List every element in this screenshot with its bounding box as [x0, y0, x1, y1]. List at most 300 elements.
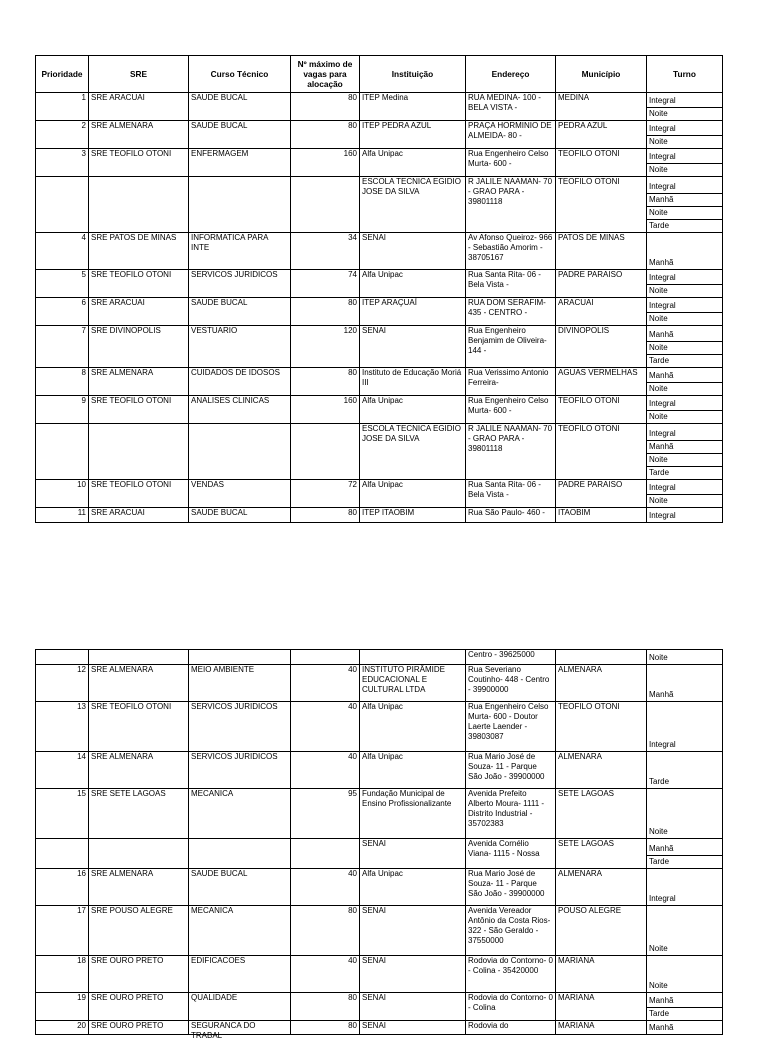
sre-cell-text: SRE PATOS DE MINAS [91, 233, 177, 242]
endereco-cell [466, 149, 556, 177]
sre-cell-text: SRE ALMENARA [91, 869, 154, 878]
table-row [36, 326, 723, 368]
sre-cell-text: SRE ALMENARA [91, 368, 154, 377]
turno-value: Integral [649, 483, 676, 492]
turno-value: Integral [649, 740, 676, 749]
municipio-cell-text: ITAOBIM [558, 508, 591, 517]
curso-cell [189, 326, 291, 368]
endereco-cell [466, 869, 556, 906]
municipio-cell-text: SETE LAGOAS [558, 839, 615, 848]
turno-value: Noite [647, 382, 722, 395]
municipio-cell [556, 665, 647, 702]
endereco-cell [466, 326, 556, 368]
instituicao-cell-text: SENAI [362, 839, 387, 848]
vagas-cell-text: 80 [348, 121, 357, 130]
instituicao-cell-text: Alfa Unipac [362, 396, 403, 405]
municipio-cell [556, 396, 647, 424]
curso-cell-text: CUIDADOS DE IDOSOS [191, 368, 280, 377]
table-row [36, 906, 723, 956]
endereco-cell-text: Rua Santa Rita- 06 - Bela Vista - [468, 270, 541, 289]
prioridade-cell [36, 839, 89, 869]
turno-cell [647, 298, 723, 326]
table-row [36, 424, 723, 480]
vagas-cell [291, 1021, 360, 1035]
prioridade-cell [36, 270, 89, 298]
municipio-cell [556, 906, 647, 956]
vagas-cell-text: 95 [348, 789, 357, 798]
municipio-cell-text: PADRE PARAISO [558, 270, 623, 279]
sre-cell-text: SRE TEOFILO OTONI [91, 480, 172, 489]
sre-cell [89, 298, 189, 326]
municipio-cell-text: PATOS DE MINAS [558, 233, 625, 242]
municipio-cell [556, 368, 647, 396]
vagas-cell-text: 80 [348, 298, 357, 307]
header-prioridade: Prioridade [36, 56, 89, 93]
endereco-cell-text: Avenida Cornélio Viana- 1115 - Nossa [468, 839, 540, 858]
sre-cell [89, 508, 189, 523]
header-endereco: Endereço [466, 56, 556, 93]
municipio-cell [556, 298, 647, 326]
instituicao-cell-text: Alfa Unipac [362, 480, 403, 489]
turno-value: Manhã [649, 690, 674, 699]
prioridade-cell [36, 702, 89, 752]
instituicao-cell-text: ESCOLA TECNICA EGIDIO JOSE DA SILVA [362, 177, 461, 196]
prioridade-cell-text: 3 [81, 149, 86, 158]
sre-cell [89, 326, 189, 368]
municipio-cell [556, 1021, 647, 1035]
prioridade-cell-text: 10 [77, 480, 86, 489]
prioridade-cell [36, 368, 89, 396]
vagas-cell [291, 665, 360, 702]
municipio-cell [556, 233, 647, 270]
instituicao-cell-text: INSTITUTO PIRÂMIDE EDUCACIONAL E CULTURAL LTDA [362, 665, 445, 694]
turno-value: Noite [647, 312, 722, 325]
instituicao-cell-text: ITEP ARAÇUAÍ [362, 298, 417, 307]
vagas-cell-text: 40 [348, 752, 357, 761]
table-row [36, 368, 723, 396]
turno-value: Manhã [649, 258, 674, 267]
municipio-cell [556, 993, 647, 1021]
turno-cell [647, 993, 723, 1021]
header-municipio: Município [556, 56, 647, 93]
municipio-cell-text: TEOFILO OTONI [558, 149, 620, 158]
turno-value: Noite [647, 453, 722, 466]
prioridade-cell [36, 121, 89, 149]
vagas-cell-text: 80 [348, 508, 357, 517]
sre-cell-text: SRE ALMENARA [91, 665, 154, 674]
allocation-table-page-2 [35, 649, 723, 1040]
turno-value: Integral [649, 96, 676, 105]
municipio-cell [556, 424, 647, 480]
municipio-cell-text: POUSO ALEGRE [558, 906, 622, 915]
turno-cell [647, 508, 723, 523]
endereco-cell-text: Rua Mario José de Souza- 11 - Parque São João - 39900000 [468, 869, 545, 898]
vagas-cell [291, 233, 360, 270]
curso-cell [189, 93, 291, 121]
instituicao-cell [360, 396, 466, 424]
instituicao-cell [360, 665, 466, 702]
header-turno: Turno [647, 56, 723, 93]
turno-value: Noite [649, 944, 668, 953]
endereco-cell-text: Rua Severiano Coutinho- 448 - Centro - 39900000 [468, 665, 550, 694]
endereco-cell [466, 177, 556, 233]
curso-cell [189, 368, 291, 396]
turno-cell [647, 956, 723, 993]
prioridade-cell-text: 13 [77, 702, 86, 711]
endereco-cell [466, 839, 556, 869]
prioridade-cell [36, 424, 89, 480]
curso-cell-text: SERVICOS JURIDICOS [191, 702, 278, 711]
prioridade-cell [36, 752, 89, 789]
instituicao-cell [360, 368, 466, 396]
turno-value: Tarde [647, 219, 722, 232]
endereco-cell [466, 424, 556, 480]
instituicao-cell [360, 233, 466, 270]
prioridade-cell-text: 7 [81, 326, 86, 335]
vagas-cell-text: 40 [348, 665, 357, 674]
municipio-cell-text: MEDINA [558, 93, 590, 102]
curso-cell-text: VENDAS [191, 480, 224, 489]
sre-cell [89, 702, 189, 752]
instituicao-cell-text: SENAI [362, 326, 387, 335]
turno-value: Tarde [647, 466, 722, 479]
endereco-cell-text: PRAÇA HORMINIO DE ALMEIDA- 80 - [468, 121, 552, 140]
instituicao-cell [360, 121, 466, 149]
prioridade-cell [36, 93, 89, 121]
instituicao-cell-text: Alfa Unipac [362, 270, 403, 279]
endereco-cell [466, 993, 556, 1021]
table-row [36, 956, 723, 993]
curso-cell [189, 869, 291, 906]
endereco-cell-text: Av Afonso Queiroz- 966 - Sebastião Amorim - 38705167 [468, 233, 553, 262]
instituicao-cell [360, 906, 466, 956]
turno-value: Integral [649, 429, 676, 438]
endereco-cell [466, 121, 556, 149]
endereco-cell-text: Avenida Vereador Antônio da Costa Rios- 322 - São Geraldo - 37550000 [468, 906, 551, 945]
prioridade-cell [36, 665, 89, 702]
municipio-cell [556, 956, 647, 993]
municipio-cell-text: MARIANA [558, 1021, 595, 1030]
curso-cell-text: MECANICA [191, 906, 234, 915]
turno-cell [647, 1021, 723, 1035]
endereco-cell-text: Rua Verissimo Antonio Ferreira- [468, 368, 549, 387]
endereco-cell-text: R JALILE NAAMAN- 70 - GRAO PARA - 39801118 [468, 177, 553, 206]
prioridade-cell-text: 12 [77, 665, 86, 674]
sre-cell [89, 177, 189, 233]
municipio-cell [556, 480, 647, 508]
endereco-cell [466, 752, 556, 789]
curso-cell-text: QUALIDADE [191, 993, 238, 1002]
prioridade-cell [36, 298, 89, 326]
prioridade-cell [36, 1021, 89, 1035]
turno-cell [647, 702, 723, 752]
sre-cell [89, 149, 189, 177]
vagas-cell-text: 72 [348, 480, 357, 489]
endereco-cell-text: Centro - 39625000 [468, 650, 535, 659]
curso-cell-text: SAUDE BUCAL [191, 93, 248, 102]
endereco-cell [466, 270, 556, 298]
sre-cell-text: SRE ALMENARA [91, 121, 154, 130]
vagas-cell [291, 424, 360, 480]
instituicao-cell [360, 326, 466, 368]
curso-cell-text: ENFERMAGEM [191, 149, 249, 158]
curso-cell [189, 702, 291, 752]
endereco-cell [466, 396, 556, 424]
instituicao-cell-text: SENAI [362, 993, 387, 1002]
endereco-cell-text: RUA MEDINA- 100 - BELA VISTA - [468, 93, 541, 112]
turno-cell [647, 906, 723, 956]
sre-cell-text: SRE TEOFILO OTONI [91, 149, 172, 158]
vagas-cell-text: 74 [348, 270, 357, 279]
vagas-cell [291, 149, 360, 177]
sre-cell [89, 789, 189, 839]
prioridade-cell-text: 4 [81, 233, 86, 242]
curso-cell [189, 839, 291, 869]
vagas-cell [291, 326, 360, 368]
prioridade-cell-text: 6 [81, 298, 86, 307]
turno-value: Noite [647, 410, 722, 423]
curso-cell [189, 424, 291, 480]
table-row [36, 869, 723, 906]
curso-cell-text: EDIFICACOES [191, 956, 246, 965]
sre-cell [89, 121, 189, 149]
endereco-cell-text: Rua Santa Rita- 06 - Bela Vista - [468, 480, 541, 499]
vagas-cell-text: 40 [348, 702, 357, 711]
sre-cell-text: SRE ARACUAI [91, 298, 145, 307]
vagas-cell [291, 270, 360, 298]
turno-value: Manhã [649, 844, 674, 853]
municipio-cell-text: ALMENARA [558, 665, 603, 674]
vagas-cell [291, 508, 360, 523]
instituicao-cell [360, 508, 466, 523]
sre-cell [89, 956, 189, 993]
sre-cell [89, 993, 189, 1021]
prioridade-cell [36, 906, 89, 956]
vagas-cell-text: 40 [348, 956, 357, 965]
endereco-cell-text: Rodovia do [468, 1021, 509, 1030]
prioridade-cell [36, 326, 89, 368]
instituicao-cell-text: SENAI [362, 1021, 387, 1030]
curso-cell-text: INFORMATICA PARA INTE [191, 233, 269, 252]
vagas-cell [291, 839, 360, 869]
turno-value: Noite [647, 284, 722, 297]
prioridade-cell [36, 789, 89, 839]
turno-value: Noite [649, 981, 668, 990]
table-row [36, 480, 723, 508]
prioridade-cell-text: 8 [81, 368, 86, 377]
endereco-cell [466, 368, 556, 396]
instituicao-cell-text: ITEP ITAOBIM [362, 508, 415, 517]
endereco-cell [466, 665, 556, 702]
vagas-cell-text: 80 [348, 993, 357, 1002]
prioridade-cell-text: 2 [81, 121, 86, 130]
vagas-cell [291, 906, 360, 956]
table-row [36, 650, 723, 665]
endereco-cell [466, 702, 556, 752]
curso-cell [189, 121, 291, 149]
curso-cell-text: MECANICA [191, 789, 234, 798]
municipio-cell-text: PADRE PARAISO [558, 480, 623, 489]
endereco-cell-text: Rua Engenheiro Celso Murta- 600 - [468, 149, 549, 168]
turno-cell [647, 270, 723, 298]
turno-value: Noite [647, 163, 722, 176]
instituicao-cell-text: Instituto de Educação Moriá III [362, 368, 462, 387]
prioridade-cell [36, 396, 89, 424]
table-row [36, 702, 723, 752]
endereco-cell [466, 93, 556, 121]
turno-value: Integral [649, 301, 676, 310]
instituicao-cell [360, 149, 466, 177]
curso-cell [189, 508, 291, 523]
curso-cell-text: SAUDE BUCAL [191, 298, 248, 307]
curso-cell [189, 149, 291, 177]
table-row [36, 789, 723, 839]
municipio-cell [556, 93, 647, 121]
prioridade-cell-text: 9 [81, 396, 86, 405]
prioridade-cell-text: 15 [77, 789, 86, 798]
municipio-cell [556, 702, 647, 752]
table-row [36, 121, 723, 149]
sre-cell-text: SRE TEOFILO OTONI [91, 270, 172, 279]
sre-cell-text: SRE SETE LAGOAS [91, 789, 166, 798]
vagas-cell-text: 160 [343, 396, 357, 405]
sre-cell-text: SRE ARACUAI [91, 93, 145, 102]
turno-cell [647, 177, 723, 233]
sre-cell-text: SRE OURO PRETO [91, 993, 164, 1002]
vagas-cell [291, 789, 360, 839]
header-curso: Curso Técnico [189, 56, 291, 93]
vagas-cell-text: 80 [348, 1021, 357, 1030]
endereco-cell-text: Rodovia do Contorno- 0 - Colina - 35420000 [468, 956, 553, 975]
turno-value: Integral [649, 182, 676, 191]
table-row [36, 665, 723, 702]
turno-cell [647, 789, 723, 839]
instituicao-cell [360, 93, 466, 121]
curso-cell [189, 298, 291, 326]
sre-cell-text: SRE ARACUAI [91, 508, 145, 517]
table-row [36, 270, 723, 298]
endereco-cell [466, 298, 556, 326]
vagas-cell [291, 993, 360, 1021]
endereco-cell-text: Rua Mario José de Souza- 11 - Parque São João - 39900000 [468, 752, 545, 781]
endereco-cell-text: Rua Engenheiro Benjamim de Oliveira- 144 - [468, 326, 547, 355]
prioridade-cell [36, 149, 89, 177]
sre-cell-text: SRE DIVINOPOLIS [91, 326, 161, 335]
turno-cell [647, 665, 723, 702]
prioridade-cell [36, 956, 89, 993]
curso-cell [189, 480, 291, 508]
endereco-cell [466, 906, 556, 956]
turno-value: Noite [649, 653, 668, 662]
vagas-cell [291, 368, 360, 396]
prioridade-cell [36, 233, 89, 270]
endereco-cell [466, 650, 556, 665]
curso-cell [189, 906, 291, 956]
table-row [36, 93, 723, 121]
turno-cell [647, 368, 723, 396]
sre-cell [89, 396, 189, 424]
instituicao-cell-text: ITEP PEDRA AZUL [362, 121, 432, 130]
vagas-cell [291, 93, 360, 121]
endereco-cell [466, 480, 556, 508]
instituicao-cell [360, 752, 466, 789]
turno-value: Integral [649, 894, 676, 903]
vagas-cell [291, 650, 360, 665]
vagas-cell-text: 80 [348, 93, 357, 102]
municipio-cell [556, 270, 647, 298]
endereco-cell-text: Rua Engenheiro Celso Murta- 600 - [468, 396, 549, 415]
instituicao-cell [360, 298, 466, 326]
vagas-cell [291, 869, 360, 906]
vagas-cell-text: 80 [348, 906, 357, 915]
sre-cell [89, 480, 189, 508]
municipio-cell-text: TEOFILO OTONI [558, 177, 620, 186]
vagas-cell-text: 34 [348, 233, 357, 242]
municipio-cell [556, 789, 647, 839]
instituicao-cell-text: Alfa Unipac [362, 869, 403, 878]
table-row [36, 752, 723, 789]
header-sre: SRE [89, 56, 189, 93]
municipio-cell-text: ALMENARA [558, 869, 603, 878]
curso-cell [189, 665, 291, 702]
municipio-cell-text: SETE LAGOAS [558, 789, 615, 798]
prioridade-cell-text: 5 [81, 270, 86, 279]
sre-cell [89, 424, 189, 480]
turno-cell [647, 326, 723, 368]
table-row [36, 508, 723, 523]
turno-value: Integral [649, 273, 676, 282]
turno-value: Manhã [649, 371, 674, 380]
vagas-cell [291, 298, 360, 326]
instituicao-cell-text: SENAI [362, 233, 387, 242]
turno-cell [647, 424, 723, 480]
header-instituicao: Instituição [360, 56, 466, 93]
municipio-cell [556, 839, 647, 869]
curso-cell [189, 650, 291, 665]
prioridade-cell [36, 650, 89, 665]
curso-cell [189, 752, 291, 789]
prioridade-cell-text: 1 [81, 93, 86, 102]
vagas-cell [291, 480, 360, 508]
turno-value: Tarde [647, 855, 722, 868]
curso-cell-text: ANALISES CLINICAS [191, 396, 270, 405]
endereco-cell-text: RUA DOM SERAFIM- 435 - CENTRO - [468, 298, 546, 317]
municipio-cell-text: ALMENARA [558, 752, 603, 761]
prioridade-cell-text: 19 [77, 993, 86, 1002]
instituicao-cell [360, 789, 466, 839]
municipio-cell-text: PEDRA AZUL [558, 121, 608, 130]
instituicao-cell-text: SENAI [362, 906, 387, 915]
instituicao-cell [360, 480, 466, 508]
turno-value: Manhã [647, 440, 722, 453]
endereco-cell [466, 1021, 556, 1035]
sre-cell-text: SRE ALMENARA [91, 752, 154, 761]
municipio-cell-text: TEOFILO OTONI [558, 424, 620, 433]
sre-cell [89, 233, 189, 270]
sre-cell [89, 650, 189, 665]
vagas-cell [291, 396, 360, 424]
municipio-cell [556, 752, 647, 789]
municipio-cell [556, 508, 647, 523]
turno-cell [647, 93, 723, 121]
turno-value: Integral [649, 152, 676, 161]
turno-value: Noite [647, 135, 722, 148]
turno-cell [647, 233, 723, 270]
turno-value: Integral [649, 399, 676, 408]
table-row [36, 993, 723, 1021]
endereco-cell [466, 233, 556, 270]
vagas-cell-text: 120 [343, 326, 357, 335]
